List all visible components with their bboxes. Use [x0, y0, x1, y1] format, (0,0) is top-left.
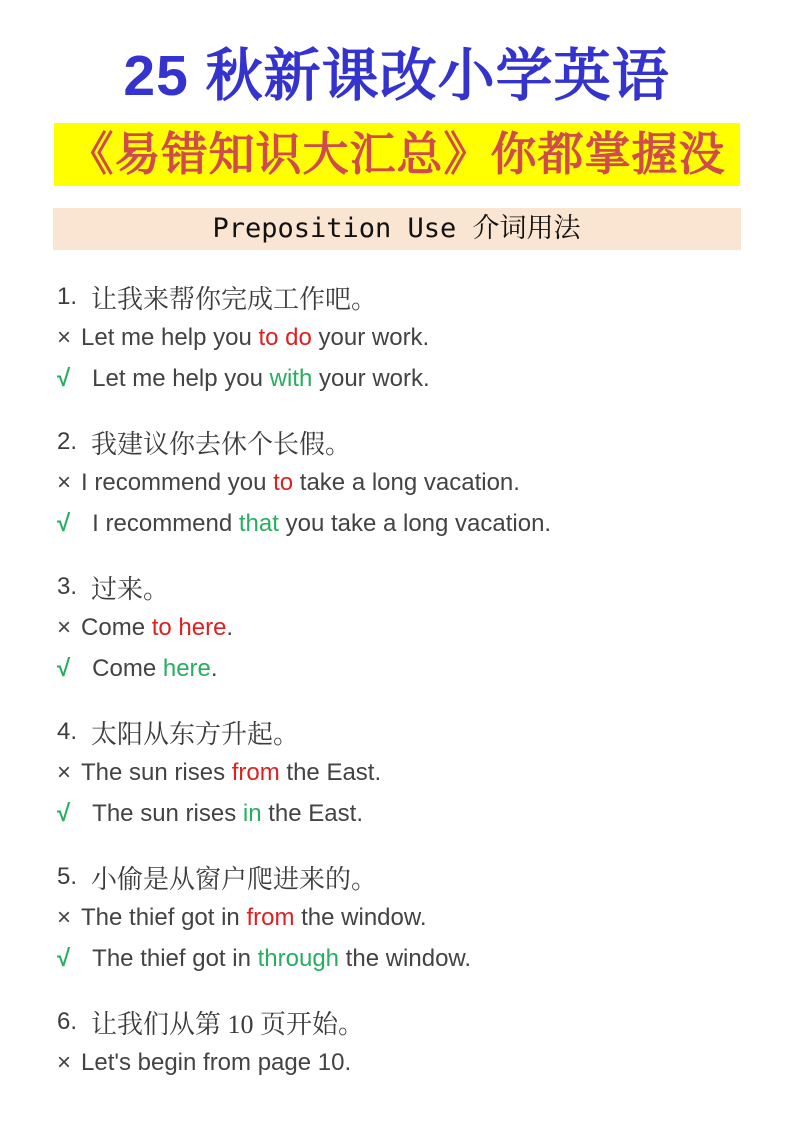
- highlighted-word: that: [238, 510, 279, 538]
- item-chinese-text: 让我来帮你完成工作吧。: [91, 284, 378, 314]
- sentence-text: the window.: [294, 904, 427, 932]
- item-wrong-sentence: [57, 753, 793, 794]
- list-item: [57, 277, 793, 400]
- item-chinese-text: 让我们从第 10 页开始。: [91, 1009, 365, 1039]
- highlighted-word: to: [273, 469, 294, 497]
- highlighted-word: with: [269, 365, 313, 393]
- correct-sentence-text: [92, 655, 217, 683]
- item-chinese-text: 太阳从东方升起。: [91, 719, 300, 749]
- sentence-text: the East.: [261, 800, 363, 828]
- item-wrong-sentence: [57, 898, 793, 939]
- correct-sentence-text: [92, 945, 471, 973]
- sentence-text: The sun rises: [92, 800, 243, 828]
- item-wrong-sentence: [57, 608, 793, 649]
- sentence-text: I recommend: [92, 510, 239, 538]
- highlighted-word: here: [162, 655, 211, 683]
- item-number: 3.: [57, 573, 78, 601]
- page-title: 25 秋新课改小学英语: [123, 44, 670, 108]
- item-chinese-text: 小偷是从窗户爬进来的。: [91, 864, 378, 894]
- item-wrong-sentence: [57, 463, 793, 504]
- highlighted-word: from: [246, 904, 295, 932]
- item-chinese-text: 我建议你去休个长假。: [91, 429, 352, 459]
- sentence-text: Let me help you: [81, 324, 259, 352]
- wrong-sentence-text: [81, 324, 429, 352]
- sentence-text: your work.: [311, 324, 430, 352]
- list-item: [57, 567, 793, 690]
- check-mark: √: [57, 945, 71, 973]
- sentence-text: take a long vacation.: [293, 469, 520, 497]
- item-number: 6.: [57, 1008, 78, 1036]
- cross-mark: ×: [57, 469, 72, 497]
- highlighted-word: in: [242, 800, 262, 828]
- sentence-text: the East.: [279, 759, 382, 787]
- item-correct-sentence: [57, 649, 793, 690]
- sentence-text: the window.: [339, 945, 472, 973]
- wrong-sentence-text: [81, 469, 520, 497]
- item-number: 1.: [57, 283, 78, 311]
- sentence-text: The thief got in: [81, 904, 247, 932]
- correct-sentence-text: [92, 800, 363, 828]
- item-chinese-sentence: [57, 277, 793, 318]
- item-chinese-sentence: [57, 857, 793, 898]
- sentence-text: your work.: [312, 365, 430, 393]
- wrong-sentence-text: [81, 614, 233, 642]
- item-correct-sentence: [57, 359, 793, 400]
- cross-mark: ×: [57, 904, 72, 932]
- cross-mark: ×: [57, 1049, 72, 1077]
- list-item: [57, 422, 793, 545]
- sentence-text: The thief got in: [92, 945, 258, 973]
- cross-mark: ×: [57, 324, 72, 352]
- sentence-text: Let's begin from page 10.: [81, 1049, 352, 1077]
- cross-mark: ×: [57, 759, 72, 787]
- item-chinese-sentence: [57, 712, 793, 753]
- sentence-text: The sun rises: [81, 759, 232, 787]
- list-item: [57, 712, 793, 835]
- highlighted-word: through: [257, 945, 340, 973]
- highlighted-word: to here: [151, 614, 227, 642]
- section-header: Preposition Use 介词用法: [53, 208, 741, 250]
- sentence-text: Come: [81, 614, 152, 642]
- item-chinese-sentence: [57, 1002, 793, 1043]
- item-wrong-sentence: [57, 1043, 793, 1084]
- item-number: 5.: [57, 863, 78, 891]
- correct-sentence-text: [92, 510, 551, 538]
- wrong-sentence-text: [81, 1049, 351, 1077]
- item-chinese-sentence: [57, 567, 793, 608]
- list-item: [57, 1002, 793, 1084]
- item-correct-sentence: [57, 504, 793, 545]
- cross-mark: ×: [57, 614, 72, 642]
- item-chinese-text: 过来。: [91, 574, 170, 604]
- sentence-text: Let me help you: [92, 365, 270, 393]
- check-mark: √: [57, 655, 71, 683]
- sentence-text: .: [210, 655, 218, 683]
- correct-sentence-text: [92, 365, 430, 393]
- check-mark: √: [57, 365, 71, 393]
- highlight-banner: 《易错知识大汇总》你都掌握没: [54, 123, 740, 186]
- sentence-text: you take a long vacation.: [278, 510, 552, 538]
- check-mark: √: [57, 800, 71, 828]
- item-correct-sentence: [57, 939, 793, 980]
- sentence-text: .: [226, 614, 234, 642]
- check-mark: √: [57, 510, 71, 538]
- list-item: [57, 857, 793, 980]
- wrong-sentence-text: [81, 759, 381, 787]
- wrong-sentence-text: [81, 904, 427, 932]
- sentence-text: I recommend you: [81, 469, 274, 497]
- item-number: 4.: [57, 718, 78, 746]
- sentence-text: Come: [92, 655, 163, 683]
- item-correct-sentence: [57, 794, 793, 835]
- item-wrong-sentence: [57, 318, 793, 359]
- item-chinese-sentence: [57, 422, 793, 463]
- highlighted-word: to do: [258, 324, 312, 352]
- item-number: 2.: [57, 428, 78, 456]
- highlighted-word: from: [231, 759, 280, 787]
- items-list: [57, 277, 793, 1084]
